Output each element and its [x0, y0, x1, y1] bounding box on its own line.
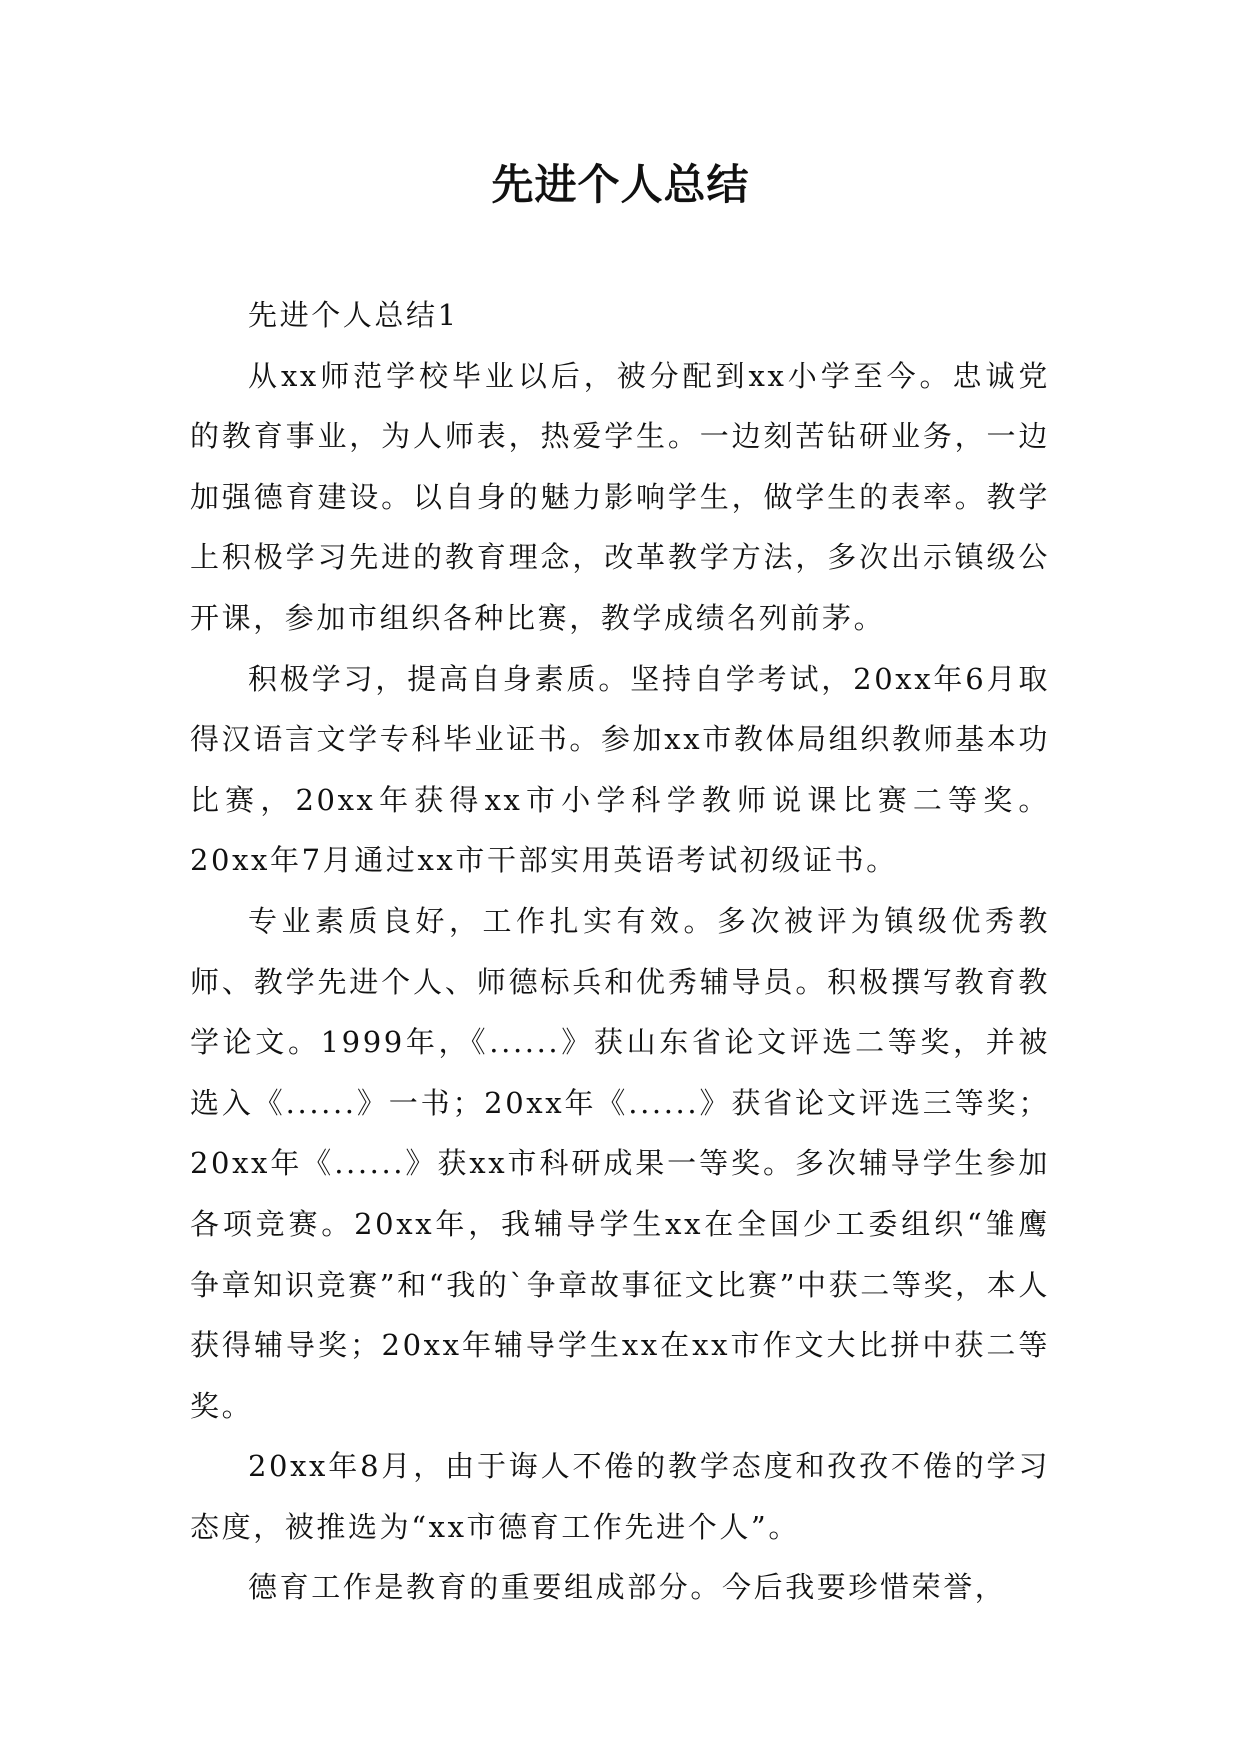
section-heading: 先进个人总结1 [248, 298, 459, 332]
document-body [190, 285, 1050, 1618]
paragraph: 积极学习，提高自身素质。坚持自学考试，20xx年6月取得汉语言文学专科毕业证书。参加xx市教体局组织教师基本功比赛，20xx年获得xx市小学科学教师说课比赛二等奖。20xx年7月通过xx市干部实用英语考试初级证书。 [190, 661, 1050, 878]
paragraph: 从xx师范学校毕业以后，被分配到xx小学至今。忠诚党的教育事业，为人师表，热爱学生。一边刻苦钻研业务，一边加强德育建设。以自身的魅力影响学生，做学生的表率。教学上积极学习先进的教育理念，改革教学方法，多次出示镇级公开课，参加市组织各种比赛，教学成绩名列前茅。 [190, 358, 1050, 635]
paragraph: 专业素质良好，工作扎实有效。多次被评为镇级优秀教师、教学先进个人、师德标兵和优秀辅导员。积极撰写教育教学论文。1999年，《......》获山东省论文评选二等奖，并被选入《......》一书；20xx年《......》获省论文评选三等奖；20xx年《......》获xx市科研成果一等奖。多次辅导学生参加各项竞赛。20xx年，我辅导学生xx在全国少工委组织“雏鹰争章知识竞赛”和“我的`争章故事征文比赛”中获二等奖，本人获得辅导奖；20xx年辅导学生xx在xx市作文大比拼中获二等奖。 [190, 903, 1050, 1423]
paragraph: 20xx年8月，由于诲人不倦的教学态度和孜孜不倦的学习态度，被推选为“xx市德育工作先进个人”。 [190, 1449, 1050, 1544]
document-title: 先进个人总结 [491, 160, 750, 209]
paragraph: 德育工作是教育的重要组成部分。今后我要珍惜荣誉， [248, 1570, 1007, 1605]
